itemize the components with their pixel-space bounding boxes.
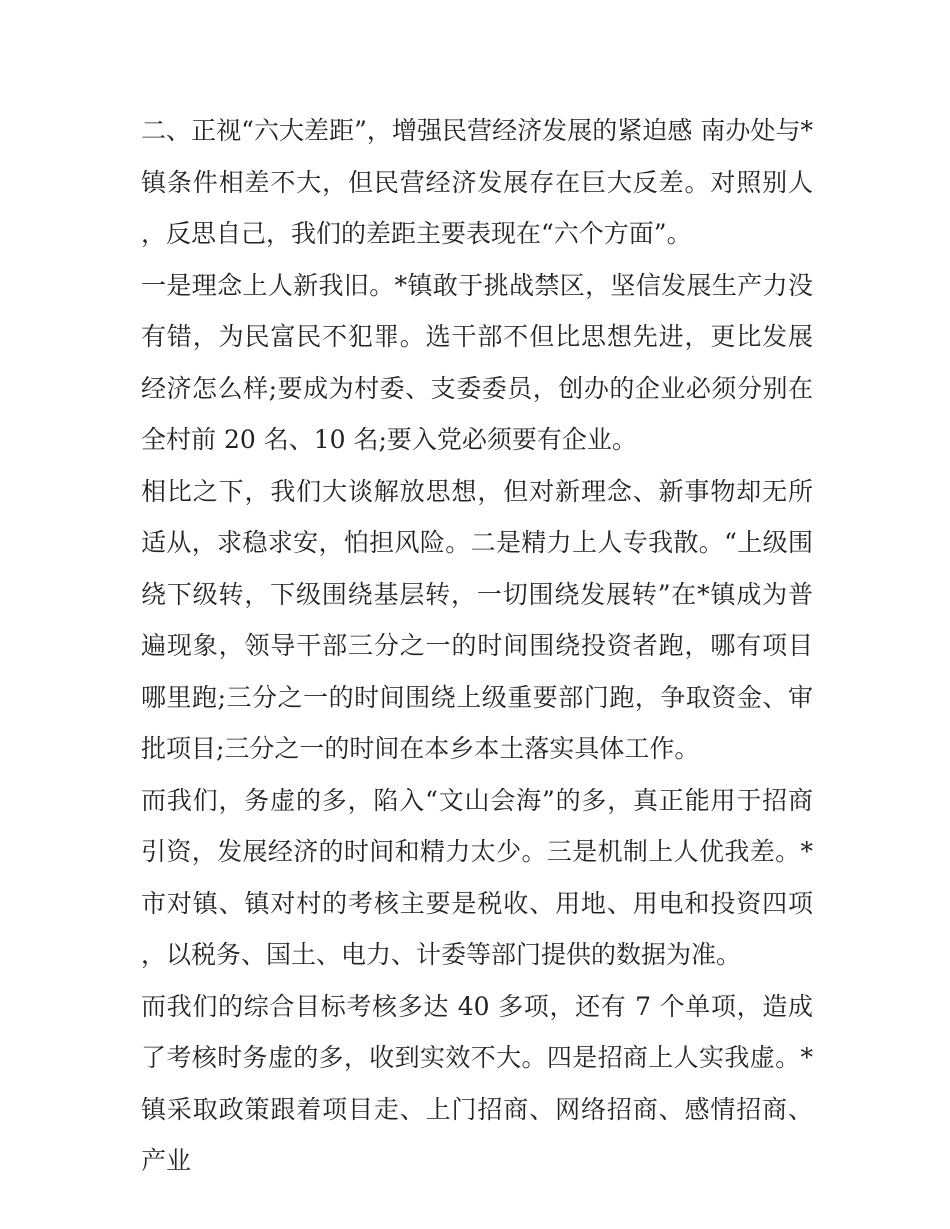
paragraph-3: 相比之下，我们大谈解放思想，但对新理念、新事物却无所适从，求稳求安，怕担风险。二是精力上人专我散。“上级围绕下级转，下级围绕基层转，一切围绕发展转”在*镇成为普遍现象，领导干部三分之一的时间围绕投资者跑，哪有项目哪里跑;三分之一的时间围绕上级重要部门跑，争取资金、审批项目;三分之一的时间在本乡本土落实具体工作。 <box>141 476 813 763</box>
paragraph-1: 二、正视“六大差距”，增强民营经济发展的紧迫感 南办处与*镇条件相差不大，但民营经济发展存在巨大反差。对照别人，反思自己，我们的差距主要表现在“六个方面”。 <box>141 116 813 248</box>
paragraph-2: 一是理念上人新我旧。*镇敢于挑战禁区，坚信发展生产力没有错，为民富民不犯罪。选干部不但比思想先进，更比发展经济怎么样;要成为村委、支委委员，创办的企业必须分别在全村前 20 名、10 名;要入党必须要有企业。 <box>141 270 813 454</box>
document-body <box>141 105 813 1187</box>
paragraph-4: 而我们，务虚的多，陷入“文山会海”的多，真正能用于招商引资，发展经济的时间和精力太少。三是机制上人优我差。*市对镇、镇对村的考核主要是税收、用地、用电和投资四项，以税务、国土、电力、计委等部门提供的数据为准。 <box>141 785 813 969</box>
paragraph-5: 而我们的综合目标考核多达 40 多项，还有 7 个单项，造成了考核时务虚的多，收到实效不大。四是招商上人实我虚。*镇采取政策跟着项目走、上门招商、网络招商、感情招商、产业 <box>141 991 813 1175</box>
